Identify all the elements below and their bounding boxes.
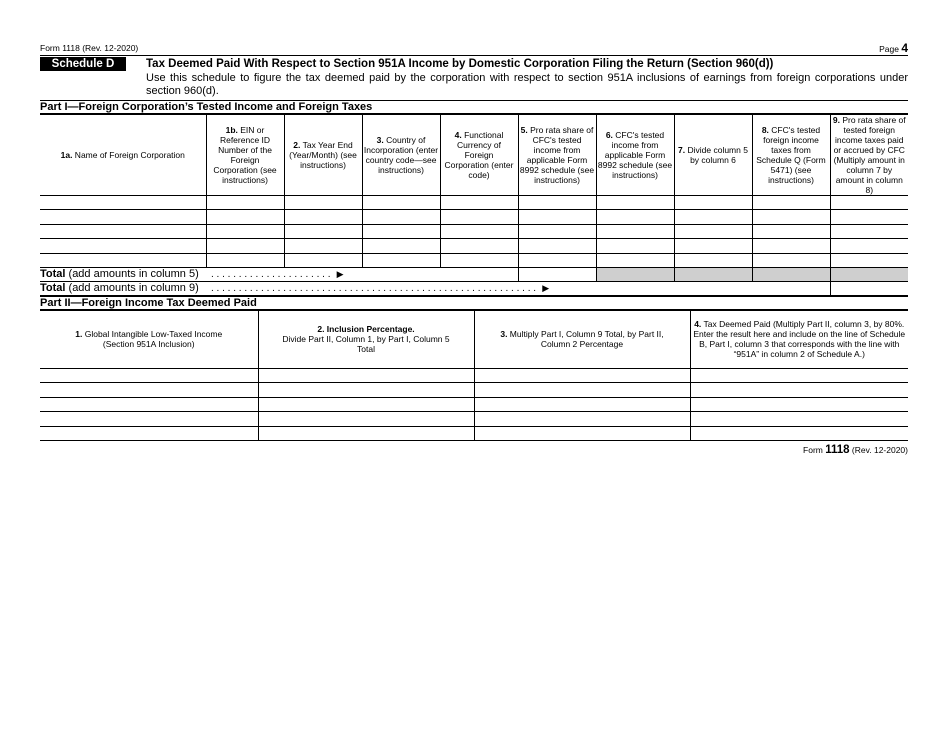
input-cell[interactable] xyxy=(40,224,206,238)
input-cell[interactable] xyxy=(596,210,674,224)
input-cell[interactable] xyxy=(362,196,440,210)
input-cell[interactable] xyxy=(440,253,518,267)
input-cell[interactable] xyxy=(40,412,258,426)
table-row xyxy=(40,368,908,382)
table-row xyxy=(40,239,908,253)
table-row xyxy=(40,210,908,224)
input-cell[interactable] xyxy=(690,383,908,397)
input-cell[interactable] xyxy=(474,397,690,411)
table-row xyxy=(40,412,908,426)
input-cell[interactable] xyxy=(362,210,440,224)
shaded-cell xyxy=(752,267,830,281)
part2-col-4-header: 4. Tax Deemed Paid (Multiply Part II, column 3, by 80%. Enter the result here and include on the line of Schedule B, Part I, column 3 that corresponds with the line with “951A” in column 2 of Schedule A.) xyxy=(690,310,908,368)
part1-header-row xyxy=(40,115,908,196)
input-cell[interactable] xyxy=(674,224,752,238)
total-column5-label: Total (add amounts in column 5) . . . . . . . . . . . . . . . . . . . . . . ▶ xyxy=(40,267,518,281)
shaded-cell xyxy=(830,267,908,281)
col-2-header: 2. Tax Year End (Year/Month) (see instructions) xyxy=(284,115,362,196)
col-3-header: 3. Country of Incorporation (enter country code—see instructions) xyxy=(362,115,440,196)
input-cell[interactable] xyxy=(830,224,908,238)
table-row xyxy=(40,253,908,267)
input-cell[interactable] xyxy=(40,196,206,210)
shaded-cell xyxy=(596,267,674,281)
input-cell[interactable] xyxy=(596,224,674,238)
schedule-heading xyxy=(40,55,908,72)
input-cell[interactable] xyxy=(474,412,690,426)
col-1b-header: 1b. EIN or Reference ID Number of the Foreign Corporation (see instructions) xyxy=(206,115,284,196)
input-cell[interactable] xyxy=(362,239,440,253)
col-5-header: 5. Pro rata share of CFC's tested income from applicable Form 8992 schedule (see instructions) xyxy=(518,115,596,196)
input-cell[interactable] xyxy=(690,368,908,382)
input-cell[interactable] xyxy=(284,210,362,224)
shaded-cell xyxy=(674,267,752,281)
arrow-icon: ▶ xyxy=(542,282,550,293)
input-cell[interactable] xyxy=(474,383,690,397)
input-cell[interactable] xyxy=(40,383,258,397)
input-cell[interactable] xyxy=(752,239,830,253)
input-cell[interactable] xyxy=(284,224,362,238)
part2-col-3-header: 3. Multiply Part I, Column 9 Total, by Part II, Column 2 Percentage xyxy=(474,310,690,368)
input-cell[interactable] xyxy=(752,196,830,210)
input-cell[interactable] xyxy=(440,224,518,238)
input-cell[interactable] xyxy=(752,210,830,224)
form-label: Form 1118 (Rev. 12-2020) xyxy=(40,43,139,53)
input-cell[interactable] xyxy=(674,210,752,224)
input-cell[interactable] xyxy=(518,196,596,210)
schedule-instructions: Use this schedule to figure the tax deemed paid by the corporation with respect to section 951A inclusions of earnings from foreign corporations under section 960(d). xyxy=(146,72,908,97)
page-footer xyxy=(40,441,908,457)
input-cell[interactable] xyxy=(284,196,362,210)
input-cell[interactable] xyxy=(258,397,474,411)
input-cell[interactable] xyxy=(258,426,474,440)
table-row xyxy=(40,224,908,238)
part2-table xyxy=(40,310,908,441)
part2-col-2-header: 2. Inclusion Percentage. Divide Part II, Column 1, by Part I, Column 5 Total xyxy=(258,310,474,368)
schedule-title: Tax Deemed Paid With Respect to Section 951A Income by Domestic Corporation Filing the Return (Section 960(d)) xyxy=(146,58,774,70)
input-cell[interactable] xyxy=(440,210,518,224)
input-cell[interactable] xyxy=(258,383,474,397)
input-cell[interactable] xyxy=(518,253,596,267)
input-cell[interactable] xyxy=(258,412,474,426)
input-cell[interactable] xyxy=(596,253,674,267)
input-cell[interactable] xyxy=(690,426,908,440)
input-cell[interactable] xyxy=(690,412,908,426)
input-cell[interactable] xyxy=(440,239,518,253)
input-cell[interactable] xyxy=(674,253,752,267)
total-column9-label: Total (add amounts in column 9) . . . . . . . . . . . . . . . . . . . . . . . . . . . . . . . . . . . . . . . . . . . . . . . . . . . . . . . . . . . ▶ xyxy=(40,281,830,295)
schedule-badge: Schedule D xyxy=(40,57,126,71)
input-cell[interactable] xyxy=(830,253,908,267)
part1-title: Part I—Foreign Corporation’s Tested Income and Foreign Taxes xyxy=(40,100,908,114)
input-cell[interactable] xyxy=(830,239,908,253)
input-cell[interactable] xyxy=(752,253,830,267)
table-row xyxy=(40,397,908,411)
input-cell[interactable] xyxy=(40,253,206,267)
col-4-header: 4. Functional Currency of Foreign Corporation (enter code) xyxy=(440,115,518,196)
arrow-icon: ▶ xyxy=(336,268,344,279)
page-header xyxy=(40,40,908,55)
input-cell[interactable] xyxy=(674,196,752,210)
input-cell[interactable] xyxy=(752,224,830,238)
input-cell[interactable] xyxy=(518,224,596,238)
input-cell[interactable] xyxy=(474,368,690,382)
input-cell[interactable] xyxy=(690,397,908,411)
form-page xyxy=(40,40,908,457)
input-cell[interactable] xyxy=(40,239,206,253)
col-9-header: 9. Pro rata share of tested foreign income taxes paid or accrued by CFC (Multiply amount in column 7 by amount in column 8) xyxy=(830,115,908,196)
part2-header-row xyxy=(40,310,908,368)
total-column5-input[interactable] xyxy=(518,267,596,281)
total-column9-row xyxy=(40,281,908,295)
input-cell[interactable] xyxy=(596,196,674,210)
input-cell[interactable] xyxy=(206,224,284,238)
part2-col-1-header: 1. Global Intangible Low-Taxed Income (Section 951A Inclusion) xyxy=(40,310,258,368)
table-row xyxy=(40,426,908,440)
footer-form-label: Form 1118 (Rev. 12-2020) xyxy=(803,443,908,456)
part2-title: Part II—Foreign Income Tax Deemed Paid xyxy=(40,296,908,310)
table-row xyxy=(40,196,908,210)
input-cell[interactable] xyxy=(830,196,908,210)
page-number: 4 xyxy=(901,41,908,55)
page-indicator xyxy=(879,41,908,55)
input-cell[interactable] xyxy=(518,210,596,224)
table-row xyxy=(40,383,908,397)
col-1a-header: 1a. Name of Foreign Corporation xyxy=(40,115,206,196)
leader-dots: . . . . . . . . . . . . . . . . . . . . . . xyxy=(211,268,331,280)
col-7-header: 7. Divide column 5 by column 6 xyxy=(674,115,752,196)
input-cell[interactable] xyxy=(258,368,474,382)
input-cell[interactable] xyxy=(596,239,674,253)
leader-dots: . . . . . . . . . . . . . . . . . . . . . . . . . . . . . . . . . . . . . . . . . . . . . . . . . . . . . . . . . . . xyxy=(211,282,537,294)
input-cell[interactable] xyxy=(362,253,440,267)
part1-table xyxy=(40,114,908,296)
input-cell[interactable] xyxy=(206,196,284,210)
total-column9-input[interactable] xyxy=(830,281,908,295)
input-cell[interactable] xyxy=(40,210,206,224)
input-cell[interactable] xyxy=(40,397,258,411)
input-cell[interactable] xyxy=(830,210,908,224)
col-8-header: 8. CFC's tested foreign income taxes from Schedule Q (Form 5471) (see instructions) xyxy=(752,115,830,196)
input-cell[interactable] xyxy=(206,253,284,267)
input-cell[interactable] xyxy=(474,426,690,440)
input-cell[interactable] xyxy=(440,196,518,210)
input-cell[interactable] xyxy=(674,239,752,253)
input-cell[interactable] xyxy=(40,426,258,440)
input-cell[interactable] xyxy=(284,239,362,253)
col-6-header: 6. CFC's tested income from applicable Form 8992 schedule (see instructions) xyxy=(596,115,674,196)
total-column5-row xyxy=(40,267,908,281)
input-cell[interactable] xyxy=(518,239,596,253)
input-cell[interactable] xyxy=(40,368,258,382)
page-label: Page xyxy=(879,44,899,54)
input-cell[interactable] xyxy=(206,210,284,224)
input-cell[interactable] xyxy=(284,253,362,267)
input-cell[interactable] xyxy=(362,224,440,238)
input-cell[interactable] xyxy=(206,239,284,253)
